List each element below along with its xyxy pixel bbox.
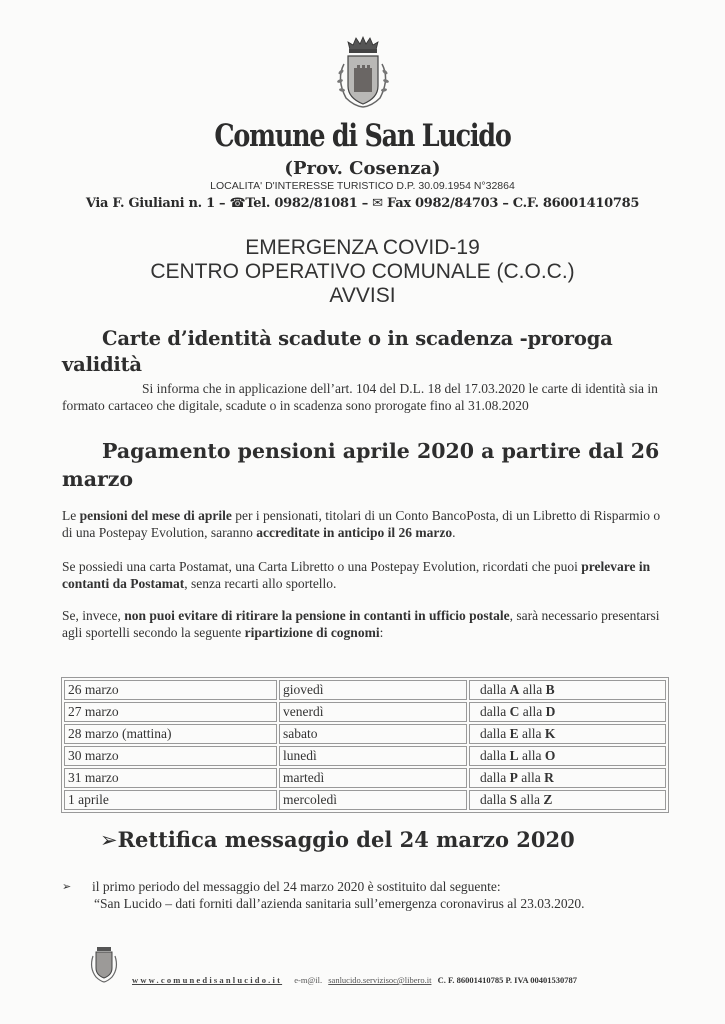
text: : <box>379 625 384 640</box>
range-from-letter: E <box>509 726 519 741</box>
range-from-word: dalla <box>480 770 510 785</box>
range-to-letter: R <box>544 770 554 785</box>
footer-line <box>132 975 577 985</box>
table-row <box>64 724 666 744</box>
schedule-weekday: sabato <box>279 724 467 744</box>
rectification-bullet <box>62 878 682 912</box>
id-cards-heading-line-1: Carte d’identità scadute o in scadenza -proroga <box>102 327 613 350</box>
range-to-word: alla <box>519 704 546 719</box>
text: , senza recarti allo sportello. <box>184 576 337 591</box>
range-to-letter: Z <box>543 792 553 807</box>
emphasis: ripartizione di cognomi <box>244 625 380 640</box>
table-row <box>64 768 666 788</box>
arrow-bullet-icon: ➢ <box>100 828 118 852</box>
range-from-letter: A <box>509 682 520 697</box>
schedule-date: 28 marzo (mattina) <box>64 724 277 744</box>
pensions-heading-line-1: Pagamento pensioni aprile 2020 a partire dal 26 <box>102 439 660 463</box>
range-from-word: dalla <box>480 704 510 719</box>
emphasis: accreditate in anticipo il 26 marzo <box>256 525 453 540</box>
range-to-letter: D <box>545 704 556 719</box>
range-to-word: alla <box>518 726 545 741</box>
text: Se, invece, <box>62 608 125 623</box>
text: , sarà necessario presentarsi agli sportelli secondo la seguente <box>62 608 660 640</box>
phone-icon: ☎ <box>229 196 246 211</box>
arrow-bullet-icon: ➢ <box>62 880 72 893</box>
range-from-letter: L <box>509 748 519 763</box>
range-from-letter: C <box>509 704 520 719</box>
text: Le <box>62 508 80 523</box>
email-label: e-m@il. <box>294 975 323 985</box>
surname-schedule-table <box>61 677 669 813</box>
range-to-word: alla <box>519 682 546 697</box>
province-label: (Prov. Cosenza) <box>284 158 441 179</box>
range-to-letter: K <box>544 726 556 741</box>
schedule-date: 31 marzo <box>64 768 277 788</box>
emphasis: non puoi evitare di ritirare la pensione in contanti in ufficio postale <box>124 608 510 623</box>
text: Se possiedi una carta Postamat, una Carta Libretto o una Postepay Evolution, ricordati che puoi <box>62 559 582 574</box>
pensions-heading <box>62 437 662 493</box>
range-to-word: alla <box>517 770 545 785</box>
id-cards-body-text: Si informa che in applicazione dell’art. 104 del D.L. 18 del 17.03.2020 le carte di identità sia in formato cartaceo che digitale, scadute o in scadenza sono prorogate fino al 31.08.2020 <box>62 381 658 413</box>
id-cards-heading <box>62 326 662 378</box>
table-row <box>64 702 666 722</box>
municipal-crest-icon <box>330 34 396 112</box>
address: Via F. Giuliani n. 1 – <box>85 196 226 211</box>
id-cards-body <box>62 380 672 414</box>
rectification-heading <box>100 826 575 854</box>
range-from-letter: P <box>509 770 518 785</box>
fax-and-fiscal-code: Fax 0982/84703 – C.F. 86001410785 <box>386 196 640 211</box>
rectification-line-2: “San Lucido – dati forniti dall’azienda sanitaria sull’emergenza coronavirus al 23.03.2020. <box>94 896 585 911</box>
range-from-word: dalla <box>480 792 510 807</box>
envelope-icon: ✉ <box>372 196 383 211</box>
schedule-weekday: lunedì <box>279 746 467 766</box>
text: . <box>452 525 456 540</box>
contact-line <box>0 196 725 211</box>
range-from-word: dalla <box>480 726 510 741</box>
schedule-surname-range <box>469 746 666 766</box>
schedule-date: 1 aprile <box>64 790 277 810</box>
range-to-word: alla <box>517 792 544 807</box>
schedule-surname-range <box>469 724 666 744</box>
schedule-weekday: venerdì <box>279 702 467 722</box>
schedule-surname-range <box>469 680 666 700</box>
locality-note: LOCALITA' D'INTERESSE TURISTICO D.P. 30.09.1954 N°32864 <box>210 180 515 192</box>
schedule-surname-range <box>469 702 666 722</box>
id-cards-heading-line-2: validità <box>62 353 142 376</box>
text: per i pensionati, titolari di un Conto BancoPosta, di un Libretto di Risparmio o di una Postepay Evolution, saranno <box>62 508 661 540</box>
range-from-letter: S <box>509 792 518 807</box>
banner-line-3: AVVISI <box>329 284 396 307</box>
range-from-word: dalla <box>480 682 510 697</box>
email-link[interactable]: sanlucido.servizisoc@libero.it <box>328 975 432 985</box>
footer-crest-icon <box>88 944 120 984</box>
banner-line-1: EMERGENZA COVID-19 <box>245 236 480 259</box>
municipality-name: Comune di San Lucido <box>214 118 511 154</box>
rectification-title: Rettifica messaggio del 24 marzo 2020 <box>117 827 575 852</box>
pensions-heading-line-2: marzo <box>62 467 134 491</box>
phone-number: Tel. 0982/81081 – <box>245 196 368 211</box>
emphasis: prelevare in contanti da Postamat <box>62 559 651 591</box>
schedule-weekday: giovedì <box>279 680 467 700</box>
schedule-weekday: mercoledì <box>279 790 467 810</box>
range-to-letter: O <box>544 748 556 763</box>
schedule-date: 30 marzo <box>64 746 277 766</box>
table-row <box>64 746 666 766</box>
table-row <box>64 790 666 810</box>
schedule-date: 26 marzo <box>64 680 277 700</box>
schedule-date: 27 marzo <box>64 702 277 722</box>
schedule-surname-range <box>469 790 666 810</box>
pensions-paragraph-1 <box>62 507 672 541</box>
emphasis: pensioni del mese di aprile <box>79 508 232 523</box>
range-to-word: alla <box>518 748 545 763</box>
rectification-line-1: il primo periodo del messaggio del 24 marzo 2020 è sostituito dal seguente: <box>92 879 501 894</box>
fiscal-codes: C. F. 86001410785 P. IVA 00401530787 <box>437 975 578 985</box>
banner-line-2: CENTRO OPERATIVO COMUNALE (C.O.C.) <box>150 260 575 283</box>
website-link[interactable]: www.comunedisanlucido.it <box>132 975 283 985</box>
schedule-weekday: martedì <box>279 768 467 788</box>
pensions-paragraph-2 <box>62 558 672 592</box>
schedule-surname-range <box>469 768 666 788</box>
range-from-word: dalla <box>480 748 510 763</box>
range-to-letter: B <box>545 682 555 697</box>
pensions-paragraph-3 <box>62 607 682 641</box>
table-row <box>64 680 666 700</box>
